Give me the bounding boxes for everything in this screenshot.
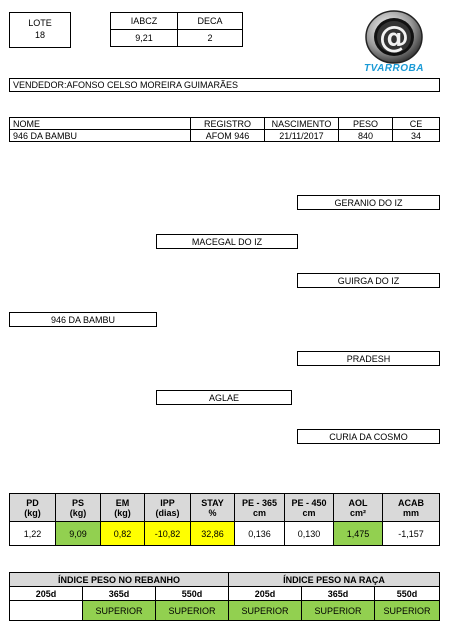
pedigree-sire: MACEGAL DO IZ: [156, 234, 298, 249]
metric-value-pd: 1,22: [10, 522, 56, 546]
header-peso: PESO: [339, 118, 393, 130]
indices-col-0: 205d: [10, 587, 83, 601]
svg-text:@: @: [379, 20, 409, 55]
indices-col-4: 365d: [302, 587, 375, 601]
pedigree-dam-dam: CURIA DA COSMO: [297, 429, 440, 444]
at-sign-globe-icon: [348, 8, 440, 64]
indices-col-3: 205d: [229, 587, 302, 601]
indices-value-0: [10, 601, 83, 621]
lote-box: [9, 12, 71, 48]
logo-brand: TVARROBA: [364, 63, 424, 74]
indices-col-5: 550d: [375, 587, 440, 601]
metric-value-stay: 32,86: [191, 522, 235, 546]
metric-header-pd: PD (kg): [10, 494, 56, 522]
pedigree-dam: AGLAE: [156, 390, 292, 405]
metric-header-em: EM (kg): [101, 494, 145, 522]
deca-value: 2: [178, 30, 243, 47]
header-nascimento: NASCIMENTO: [265, 118, 339, 130]
vendedor-text: VENDEDOR:AFONSO CELSO MOREIRA GUIMARÃES: [13, 80, 239, 90]
indices-value-1: SUPERIOR: [83, 601, 156, 621]
logo: [348, 8, 440, 74]
metric-header-aol: AOL cm²: [334, 494, 383, 522]
iabcz-label: IABCZ: [111, 13, 178, 30]
header-nome: NOME: [10, 118, 191, 130]
metric-value-ipp: -10,82: [145, 522, 191, 546]
animal-table: [9, 117, 440, 142]
indices-table: [9, 572, 440, 621]
metric-value-em: 0,82: [101, 522, 145, 546]
metric-value-ps: 9,09: [56, 522, 101, 546]
indices-col-1: 365d: [83, 587, 156, 601]
indices-value-5: SUPERIOR: [375, 601, 440, 621]
metrics-table: [9, 493, 440, 546]
iabcz-value: 9,21: [111, 30, 178, 47]
metric-value-acab: -1,157: [383, 522, 440, 546]
header-ce: CE: [393, 118, 440, 130]
indices-value-4: SUPERIOR: [302, 601, 375, 621]
cell-ce: 34: [393, 130, 440, 142]
metric-value-pe450: 0,130: [285, 522, 334, 546]
metric-header-pe450: PE - 450 cm: [285, 494, 334, 522]
cell-peso: 840: [339, 130, 393, 142]
metric-header-pe365: PE - 365 cm: [235, 494, 285, 522]
metric-header-ps: PS (kg): [56, 494, 101, 522]
pedigree-animal: 946 DA BAMBU: [9, 312, 157, 327]
indices-value-2: SUPERIOR: [156, 601, 229, 621]
metric-value-pe365: 0,136: [235, 522, 285, 546]
indices-raca-title: ÍNDICE PESO NA RAÇA: [229, 573, 440, 587]
metric-header-stay: STAY %: [191, 494, 235, 522]
indices-rebanho-title: ÍNDICE PESO NO REBANHO: [10, 573, 229, 587]
indices-value-3: SUPERIOR: [229, 601, 302, 621]
metric-header-acab: ACAB mm: [383, 494, 440, 522]
cell-registro: AFOM 946: [191, 130, 265, 142]
pedigree-dam-sire: PRADESH: [297, 351, 440, 366]
header-registro: REGISTRO: [191, 118, 265, 130]
lote-label: LOTE: [28, 18, 52, 28]
vendedor-box: [9, 78, 440, 92]
pedigree-sire-sire: GERANIO DO IZ: [297, 195, 440, 210]
iabcz-deca-table: [110, 12, 243, 47]
lote-value: 18: [34, 30, 45, 40]
metric-header-ipp: IPP (dias): [145, 494, 191, 522]
cell-nascimento: 21/11/2017: [265, 130, 339, 142]
indices-col-2: 550d: [156, 587, 229, 601]
cell-nome: 946 DA BAMBU: [10, 130, 191, 142]
pedigree-sire-dam: GUIRGA DO IZ: [297, 273, 440, 288]
metric-value-aol: 1,475: [334, 522, 383, 546]
deca-label: DECA: [178, 13, 243, 30]
